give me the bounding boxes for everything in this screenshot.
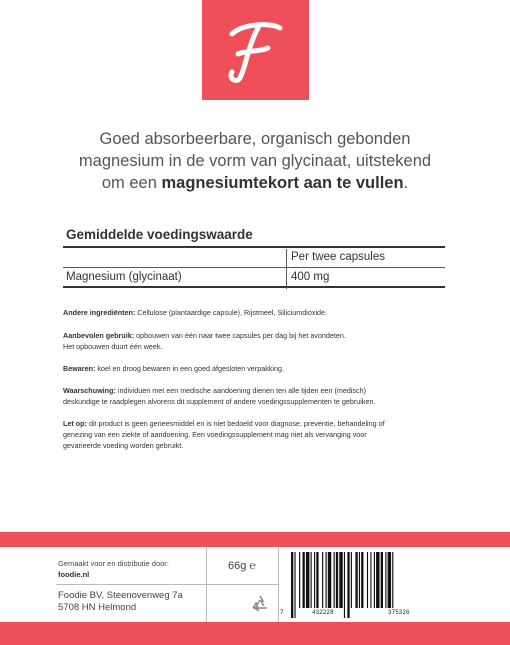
info-text: individuen met een medische aandoening dienen ten alle tijden een (medisch) bbox=[115, 386, 366, 395]
barcode-digits-left: 432228 bbox=[312, 609, 334, 616]
info-label: Aanbevolen gebruik: bbox=[63, 331, 135, 340]
barcode-bar bbox=[294, 552, 295, 618]
barcode-bar bbox=[355, 552, 357, 608]
footer-divider bbox=[278, 547, 279, 622]
nutrition-title: Gemiddelde voedingswaarde bbox=[66, 227, 253, 242]
barcode-bar bbox=[385, 552, 386, 608]
info-warning bbox=[63, 385, 463, 407]
info-usage bbox=[63, 330, 463, 352]
barcode-bar bbox=[299, 552, 300, 608]
info-text: opbouwen van één naar twee capsules per dag bij het avondeten. bbox=[134, 331, 346, 340]
info-text-line-2: deskundige te raadplegen alvorens dit supplement of andere voedingssupplementen te gebruiken. bbox=[63, 397, 376, 406]
barcode-bar bbox=[392, 552, 393, 608]
nutrition-header-row bbox=[63, 249, 445, 268]
barcode-bar bbox=[351, 552, 352, 608]
barcode-bar bbox=[306, 552, 309, 608]
info-text: dit product is geen geneesmiddel en is niet bedoeld voor diagnose, preventie, behandeling of bbox=[86, 419, 385, 428]
nutrition-column-divider bbox=[286, 249, 287, 289]
tagline-line-1: Goed absorbeerbare, organisch gebonden bbox=[99, 130, 411, 148]
foodie-logo-icon bbox=[220, 16, 290, 86]
barcode-bar bbox=[291, 552, 293, 618]
distributor-website-link[interactable]: foodie.nl bbox=[58, 570, 90, 579]
label-footer bbox=[56, 547, 454, 622]
footer-bottom-band bbox=[0, 622, 510, 645]
barcode-bar bbox=[381, 552, 383, 608]
info-label: Bewaren: bbox=[63, 364, 96, 373]
tagline-line-2: magnesium in de vorm van glycinaat, uitstekend bbox=[78, 152, 432, 170]
barcode-bar bbox=[334, 552, 335, 608]
tagline-line-3 bbox=[20, 172, 490, 194]
info-text: Cellulose (plantaardige capsule), Rijstmeel, Siliciumdioxide. bbox=[135, 308, 328, 317]
nutrient-name: Magnesium (glycinaat) bbox=[66, 271, 182, 283]
barcode-bar bbox=[374, 552, 375, 608]
barcode-bar bbox=[339, 552, 342, 608]
distributor-label: Gemaakt voor en distributie door: bbox=[58, 559, 169, 568]
info-text-line-3: gevarieerde voeding worden gebruikt. bbox=[63, 441, 184, 450]
barcode-digits-right: 375326 bbox=[388, 609, 410, 616]
footer-divider-horizontal bbox=[56, 584, 278, 585]
recycle-icon bbox=[251, 595, 269, 612]
barcode-bar bbox=[326, 552, 327, 608]
barcode-bar bbox=[336, 552, 338, 608]
barcode-bar bbox=[303, 552, 305, 608]
barcode-bar bbox=[344, 552, 345, 618]
info-label: Andere ingrediënten: bbox=[63, 308, 136, 317]
info-text: koel en droog bewaren in een goed afgesloten verpakking. bbox=[95, 364, 284, 373]
company-address bbox=[58, 590, 183, 614]
barcode-bar bbox=[367, 552, 368, 608]
info-ingredients bbox=[63, 307, 463, 318]
nutrition-top-rule bbox=[63, 246, 445, 248]
nutrition-row bbox=[63, 269, 445, 288]
barcode-bar bbox=[370, 552, 371, 608]
footer-top-band bbox=[0, 532, 510, 547]
net-weight: 66g ℮ bbox=[228, 560, 257, 572]
address-line-1: Foodie BV, Steenovenweg 7a bbox=[58, 590, 183, 601]
barcode-digit-first: 7 bbox=[280, 609, 284, 616]
barcode-bar bbox=[376, 552, 379, 608]
barcode-bar bbox=[328, 552, 331, 608]
barcode-bar bbox=[314, 552, 315, 608]
nutrition-header-value: Per twee capsules bbox=[291, 251, 385, 263]
barcode-bar bbox=[359, 552, 360, 608]
barcode-bar bbox=[322, 552, 323, 608]
tagline-line-3-pre: om een bbox=[101, 174, 162, 192]
barcode-bar bbox=[347, 552, 349, 618]
info-storage bbox=[63, 363, 463, 374]
barcode-bar bbox=[361, 552, 363, 608]
tagline-highlight: magnesiumtekort aan te vullen bbox=[161, 174, 404, 192]
info-notice bbox=[63, 418, 463, 451]
info-label: Let op: bbox=[63, 419, 87, 428]
info-text-line-2: genezing van een ziekte of aandoening. Een voedingssupplement mag niet als vervanging voor bbox=[63, 430, 367, 439]
product-tagline bbox=[20, 128, 490, 194]
brand-logo bbox=[202, 0, 309, 100]
nutrient-value: 400 mg bbox=[291, 271, 330, 283]
info-label: Waarschuwing: bbox=[63, 386, 116, 395]
barcode-bar bbox=[316, 552, 318, 608]
barcode-bar bbox=[311, 552, 312, 608]
address-line-2: 5708 HN Helmond bbox=[58, 602, 137, 613]
barcode-bar bbox=[388, 552, 391, 608]
info-text-line-2: Het opbouwen duurt één week. bbox=[63, 342, 163, 351]
tagline-line-3-post: . bbox=[403, 174, 409, 192]
